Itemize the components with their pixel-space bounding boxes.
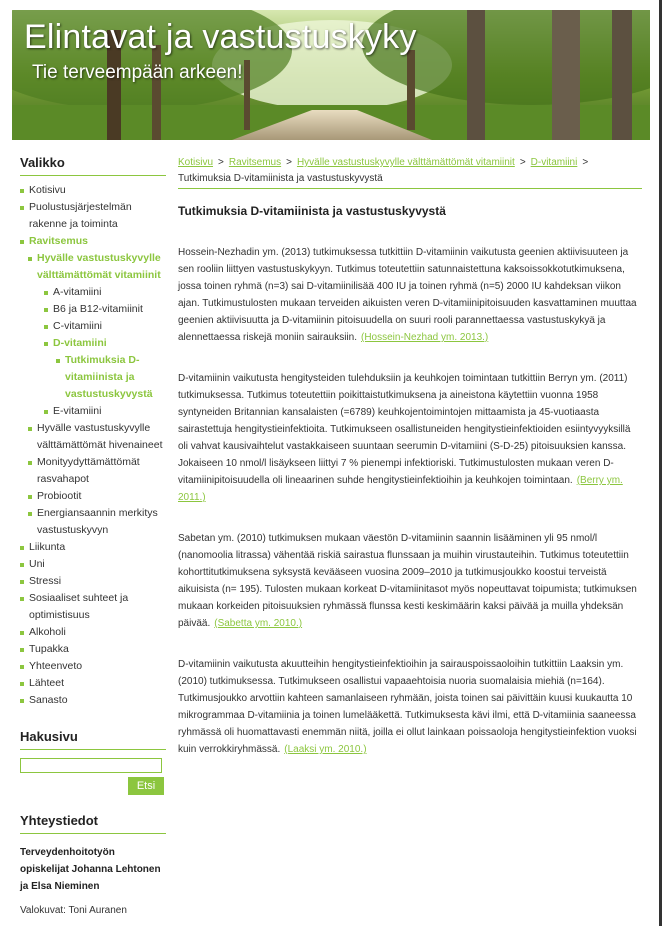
page-title: Tutkimuksia D-vitamiinista ja vastustuskyvystä (178, 204, 446, 218)
sidebar-item-c-vitamiini[interactable]: C-vitamiini (44, 318, 166, 335)
breadcrumb-separator: > (519, 157, 526, 168)
paragraph-text: Hossein-Nezhadin ym. (2013) tutkimuksessa tutkittiin D-vitamiinin vaikutusta geenien aktiivisuuteen ja sen rooliin liittyen vastustuskykyyn. Tutkimus toteutettiin satunnaistettuna kaksoissokkotutkimuksena, jossa toinen ryhmä (n=3) sai D-vitamiinilisää 400 IU ja toinen ryhmä (n=5) 2000 IU kahdeksan viikon ajan. Tutkimustulosten mukaan terveiden aikuisten veren D-vitamiinipitoisuuden kasvattaminen muuttaa geenien aktiivisuutta ja D-vitamiinin pitoisuudella on suuri rooli parannettaessa vastustuskykyä ja alennettaessa riskejä moniin sairauksiin. (178, 247, 637, 343)
sidebar-item-yhteenveto[interactable]: Yhteenveto (20, 658, 166, 675)
contact-names: Terveydenhoitotyön opiskelijat Johanna Lehtonen ja Elsa Nieminen (20, 847, 161, 892)
search-heading: Hakusivu (20, 729, 166, 750)
sidebar-item-uni[interactable]: Uni (20, 556, 166, 573)
breadcrumb-separator: > (218, 157, 224, 168)
photo-credit: Valokuvat: Toni Auranen (20, 905, 127, 916)
main-content (178, 155, 642, 768)
sidebar-item-stressi[interactable]: Stressi (20, 573, 166, 590)
sidebar-item-lahteet[interactable]: Lähteet (20, 675, 166, 692)
breadcrumb (178, 155, 642, 189)
article-paragraph (178, 244, 642, 346)
sidebar-item-kotisivu[interactable]: Kotisivu (20, 182, 166, 199)
breadcrumb-separator: > (286, 157, 292, 168)
sidebar-item-sosiaaliset-suhteet[interactable]: Sosiaaliset suhteet ja optimistisuus (20, 590, 166, 624)
sidebar-item-rasvahapot[interactable]: Monityydyttämättömät rasvahapot (28, 454, 166, 488)
reference-link[interactable]: (Sabetta ym. 2010.) (214, 618, 303, 629)
search-button[interactable]: Etsi (128, 777, 164, 795)
breadcrumb-current: Tutkimuksia D-vitamiinista ja vastustuskyvystä (178, 173, 383, 184)
sidebar-item-d-vitamiini[interactable]: D-vitamiini (44, 335, 166, 352)
search-input[interactable] (20, 758, 162, 773)
sidebar-menu (20, 182, 166, 709)
sidebar-item-b-vitamiinit[interactable]: B6 ja B12-vitamiinit (44, 301, 166, 318)
sidebar-item-vitamiinit[interactable]: Hyvälle vastustuskyvylle välttämättömät vitamiinit (28, 250, 166, 284)
sidebar-item-a-vitamiini[interactable]: A-vitamiini (44, 284, 166, 301)
breadcrumb-link-kotisivu[interactable]: Kotisivu (178, 157, 214, 168)
sidebar-item-tupakka[interactable]: Tupakka (20, 641, 166, 658)
breadcrumb-link-d-vitamiini[interactable]: D-vitamiini (530, 157, 578, 168)
breadcrumb-separator: > (582, 157, 589, 168)
reference-link[interactable]: (Berry ym. 2011.) (178, 475, 623, 503)
sidebar-item-energiansaanti[interactable]: Energiansaannin merkitys vastustuskyvyn (28, 505, 166, 539)
paragraph-text: D-vitamiinin vaikutusta akuutteihin hengitystieinfektioihin ja sairauspoissaoloihin tutkittiin Laaksin ym. (2010) tutkimuksessa. Tutkimukseen osallistui vapaaehtoisia nuoria suomalaisia miehiä (n=164). Tutkimusjoukko arvottiin kahteen samanlaiseen ryhmään, joista toinen sai päivittäin kuusi kuukautta 10 mikrogrammaa D-vitamiinia ja toinen lumelääkettä. Tutkimuksesta kävi ilmi, että D-vitamiinia saaneessa ryhmässä oli huomattavasti enemmän niitä, joilla ei ollut lainkaan poissaoloja hengitystieinfektion vuoksi kuin verrokkiryhmässä. (178, 659, 637, 755)
article-paragraph (178, 656, 642, 758)
header-banner (12, 10, 650, 140)
sidebar-item-hivenaineet[interactable]: Hyvälle vastustuskyvylle välttämättömät hivenaineet (28, 420, 166, 454)
contact-heading: Yhteystiedot (20, 813, 166, 834)
breadcrumb-link-ravitsemus[interactable]: Ravitsemus (228, 157, 282, 168)
sidebar-item-ravitsemus[interactable]: Ravitsemus (20, 233, 166, 250)
sidebar (20, 155, 166, 916)
sidebar-item-sanasto[interactable]: Sanasto (20, 692, 166, 709)
sidebar-item-alkoholi[interactable]: Alkoholi (20, 624, 166, 641)
paragraph-text: D-vitamiinin vaikutusta hengitysteiden tulehduksiin ja keuhkojen toimintaan tutkittiin Berryn ym. (2011) tutkimuksessa. Tutkimus toteutettiin poikittaistutkimuksena ja aineistona käytettiin vuonna 1958 syntyneiden Britannian kansalaisten (=6789) keuhkojentoimintojen mittaamista ja 45-vuotiaasta sairastettuja hengitystieinfektioita. Tutkimukseen osallistuneiden hengitystieinfektioiden esiintyvyyksillä oli vahvat kausivaihtelut vastakkaiseen suuntaan seerumin D-vitamiini (S-D-25) pitoisuuksien kanssa. Jokaiseen 10 nmol/l lisäykseen liittyi 7 % pienempi infektioriski. Tutkimustulosten mukaan veren D-vitamiinipitoisuudella oli lineaarinen suhde hengitystieinfektioihin ja keuhkojen toimintaan. (178, 373, 631, 486)
sidebar-item-probiootit[interactable]: Probiootit (28, 488, 166, 505)
article-paragraph (178, 370, 642, 506)
breadcrumb-link-vitamiinit[interactable]: Hyvälle vastustuskyvylle välttämättömät vitamiinit (296, 157, 515, 168)
reference-link[interactable]: (Hossein-Nezhad ym. 2013.) (360, 332, 489, 343)
sidebar-item-tutkimuksia[interactable]: Tutkimuksia D-vitamiinista ja vastustuskyvystä (56, 352, 166, 403)
article-paragraph (178, 530, 642, 632)
site-title: Elintavat ja vastustuskyky (24, 18, 417, 56)
reference-link[interactable]: (Laaksi ym. 2010.) (284, 744, 367, 755)
site-subtitle: Tie terveempään arkeen! (32, 62, 243, 83)
sidebar-item-e-vitamiini[interactable]: E-vitamiini (44, 403, 166, 420)
sidebar-item-puolustusjarjestelma[interactable]: Puolustusjärjestelmän rakenne ja toiminta (20, 199, 166, 233)
menu-heading: Valikko (20, 155, 166, 176)
paragraph-text: Sabetan ym. (2010) tutkimuksen mukaan väestön D-vitamiinin saannin lisääminen yli 95 nmol/l (nanomoolia litrassa) vähentää riskiä sairastua flunssaan ja muihin virustauteihin. Tutkimus toteutettiin kohorttitutkimuksena syksystä kevääseen vuosina 2009–2010 ja tutkimusjoukko koostui terveistä aikuisista (n= 195). Tulosten mukaan korkeat D-vitamiinitasot myös nopeuttavat toipumista; tutkimuksen mukaan korkeiden pitoisuuksien ryhmässä flunssa kesti keskimäärin kaksi päivää ja muilla yhdeksän päivää. (178, 533, 637, 629)
sidebar-item-liikunta[interactable]: Liikunta (20, 539, 166, 556)
